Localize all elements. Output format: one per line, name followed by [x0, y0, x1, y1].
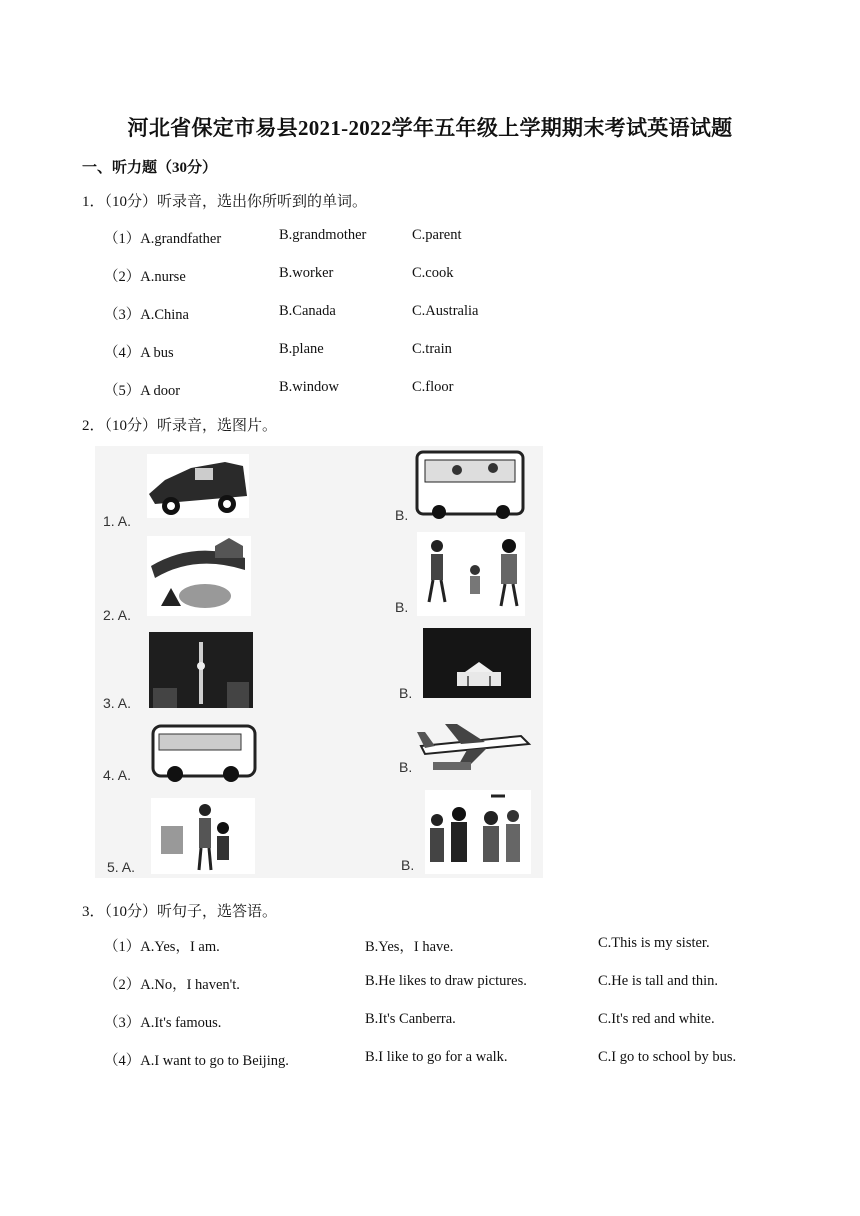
row-2-label-b: B.	[395, 599, 409, 615]
q1-option-b: B.plane	[279, 341, 324, 357]
row-4-label-a: 4. A.	[103, 767, 132, 783]
row-4-label-b: B.	[399, 759, 413, 775]
q1-option-a: （1）A.grandfather	[104, 231, 222, 247]
question-2-stem: 2．（10分）听录音，选图片。	[82, 418, 278, 434]
q1-option-a: （2）A.nurse	[104, 269, 186, 285]
people-meeting-picture	[425, 790, 531, 874]
bus-with-passengers-picture	[417, 452, 523, 519]
row-3-label-b: B.	[399, 685, 413, 701]
q1-option-c: C.train	[412, 341, 452, 357]
q1-option-c: C.parent	[412, 227, 462, 243]
q3-option-b: B.He likes to draw pictures.	[365, 973, 527, 989]
q3-option-b: B.It's Canberra.	[365, 1011, 456, 1027]
car-picture	[147, 454, 249, 518]
q1-option-b: B.grandmother	[279, 227, 367, 243]
question-1-stem: 1．（10分）听录音，选出你所听到的单词。	[82, 194, 368, 210]
airplane-picture	[417, 724, 529, 770]
q3-option-a: （2）A.No，I haven't.	[104, 977, 240, 993]
q1-option-c: C.Australia	[412, 303, 479, 319]
q3-option-a: （4）A.I want to go to Beijing.	[104, 1053, 289, 1069]
night-city-tower-picture	[149, 632, 253, 708]
row-2-label-a: 2. A.	[103, 607, 132, 623]
row-1-label-a: 1. A.	[103, 513, 132, 529]
q1-option-c: C.floor	[412, 379, 454, 395]
q1-option-b: B.worker	[279, 265, 334, 281]
bus-picture	[153, 726, 255, 782]
q3-option-c: C.It's red and white.	[598, 1011, 715, 1027]
section-heading: 一、听力题（30分）	[82, 160, 218, 176]
q3-option-c: C.This is my sister.	[598, 935, 710, 951]
document-title: 河北省保定市易县2021-2022学年五年级上学期期末考试英语试题	[127, 116, 733, 140]
row-5-label-b: B.	[401, 857, 415, 873]
people-walking-picture	[417, 532, 525, 616]
q1-option-a: （5）A door	[104, 383, 181, 399]
q3-option-b: B.Yes，I have.	[365, 939, 454, 955]
row-3-label-a: 3. A.	[103, 695, 132, 711]
q3-option-c: C.He is tall and thin.	[598, 973, 719, 989]
q1-option-a: （3）A.China	[104, 307, 189, 323]
q3-option-a: （1）A.Yes，I am.	[104, 939, 220, 955]
picture-choice-panel	[95, 446, 543, 878]
question-3-stem: 3．（10分）听句子，选答语。	[82, 904, 278, 920]
q1-option-a: （4）A bus	[104, 345, 174, 361]
q1-option-c: C.cook	[412, 265, 454, 281]
q3-option-b: B.I like to go for a walk.	[365, 1049, 508, 1065]
row-5-label-a: 5. A.	[107, 859, 136, 875]
white-house-night-picture	[423, 628, 531, 698]
q1-option-b: B.window	[279, 379, 340, 395]
park-scene-picture	[147, 536, 251, 616]
q1-option-b: B.Canada	[279, 303, 336, 319]
row-1-label-b: B.	[395, 507, 409, 523]
q3-option-c: C.I go to school by bus.	[598, 1049, 737, 1065]
q3-option-a: （3）A.It's famous.	[104, 1015, 222, 1031]
family-picture	[151, 798, 255, 874]
